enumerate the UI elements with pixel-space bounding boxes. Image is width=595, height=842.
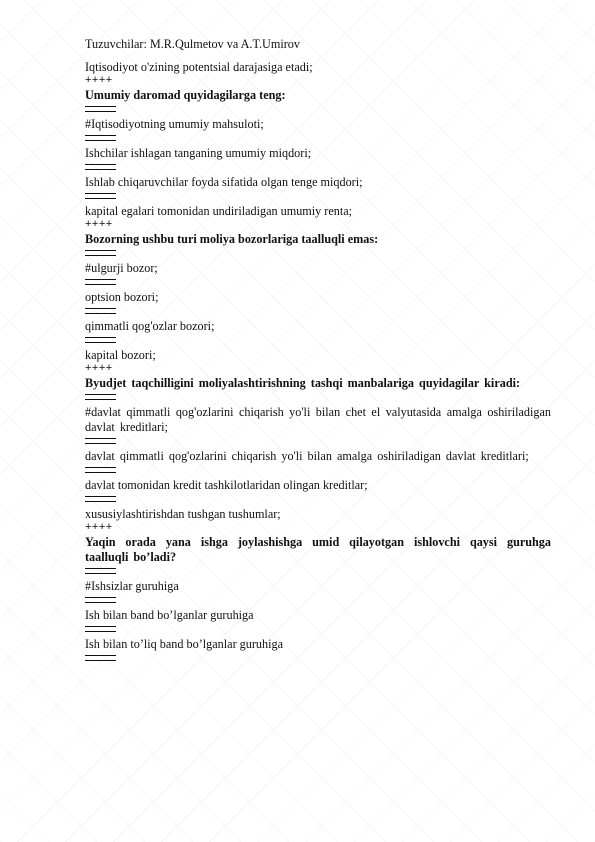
separator <box>85 655 116 661</box>
answer-option: Ishchilar ishlagan tanganing umumiy miqdori; <box>85 146 312 160</box>
answer-option: kapital egalari tomonidan undiriladigan umumiy renta; <box>85 204 353 218</box>
separator <box>85 135 116 141</box>
question-block-4 <box>85 535 551 661</box>
separator <box>85 193 116 199</box>
answer-option: optsion bozori; <box>85 290 159 304</box>
answer-option: xususiylashtirishdan tushgan tushumlar; <box>85 507 281 521</box>
answer-option: kapital bozori; <box>85 348 156 362</box>
plus-marker: ++++ <box>85 362 113 374</box>
separator <box>85 337 116 343</box>
separator <box>85 106 116 112</box>
answer-option: #davlat qimmatli qog'ozlarini chiqarish yo'li bilan chet el valyutasida amalga oshiriladigan davlat kreditlari; <box>85 405 551 434</box>
answer-option: Ish bilan band bo’lganlar guruhiga <box>85 608 254 622</box>
separator <box>85 279 116 285</box>
question-text: Byudjet taqchilligini moliyalashtirishning tashqi manbalariga quyidagilar kiradi: <box>85 376 521 390</box>
separator <box>85 568 116 574</box>
document-page <box>85 37 551 666</box>
separator <box>85 250 116 256</box>
answer-option: #Iqtisodiyotning umumiy mahsuloti; <box>85 117 264 131</box>
plus-marker: ++++ <box>85 521 113 533</box>
question-block-1 <box>85 88 551 230</box>
answer-option: Ishlab chiqaruvchilar foyda sifatida olgan tenge miqdori; <box>85 175 363 189</box>
plus-marker: ++++ <box>85 218 113 230</box>
separator <box>85 467 116 473</box>
plus-marker: ++++ <box>85 74 113 86</box>
answer-option: davlat tomonidan kredit tashkilotlaridan olingan kreditlar; <box>85 478 368 492</box>
separator <box>85 597 116 603</box>
separator <box>85 308 116 314</box>
separator <box>85 394 116 400</box>
separator <box>85 164 116 170</box>
question-text: Yaqin orada yana ishga joylashishga umid qilayotgan ishlovchi qaysi guruhga taalluqli bo’ladi? <box>85 535 551 564</box>
answer-option: qimmatli qog'ozlar bozori; <box>85 319 215 333</box>
intro-text: Iqtisodiyot o'zining potentsial darajasiga etadi; <box>85 60 313 74</box>
separator <box>85 626 116 632</box>
answer-option: davlat qimmatli qog'ozlarini chiqarish yo'li bilan amalga oshiriladigan davlat kreditlari; <box>85 449 529 463</box>
answer-option: #Ishsizlar guruhiga <box>85 579 179 593</box>
question-block-3 <box>85 376 551 533</box>
separator <box>85 496 116 502</box>
question-text: Umumiy daromad quyidagilarga teng: <box>85 88 286 102</box>
author-line: Tuzuvchilar: M.R.Qulmetov va A.T.Umirov <box>85 37 300 51</box>
question-text: Bozorning ushbu turi moliya bozorlariga taalluqli emas: <box>85 232 379 246</box>
question-block-2 <box>85 232 551 374</box>
separator <box>85 438 116 444</box>
answer-option: Ish bilan to’liq band bo’lganlar guruhiga <box>85 637 283 651</box>
answer-option: #ulgurji bozor; <box>85 261 158 275</box>
